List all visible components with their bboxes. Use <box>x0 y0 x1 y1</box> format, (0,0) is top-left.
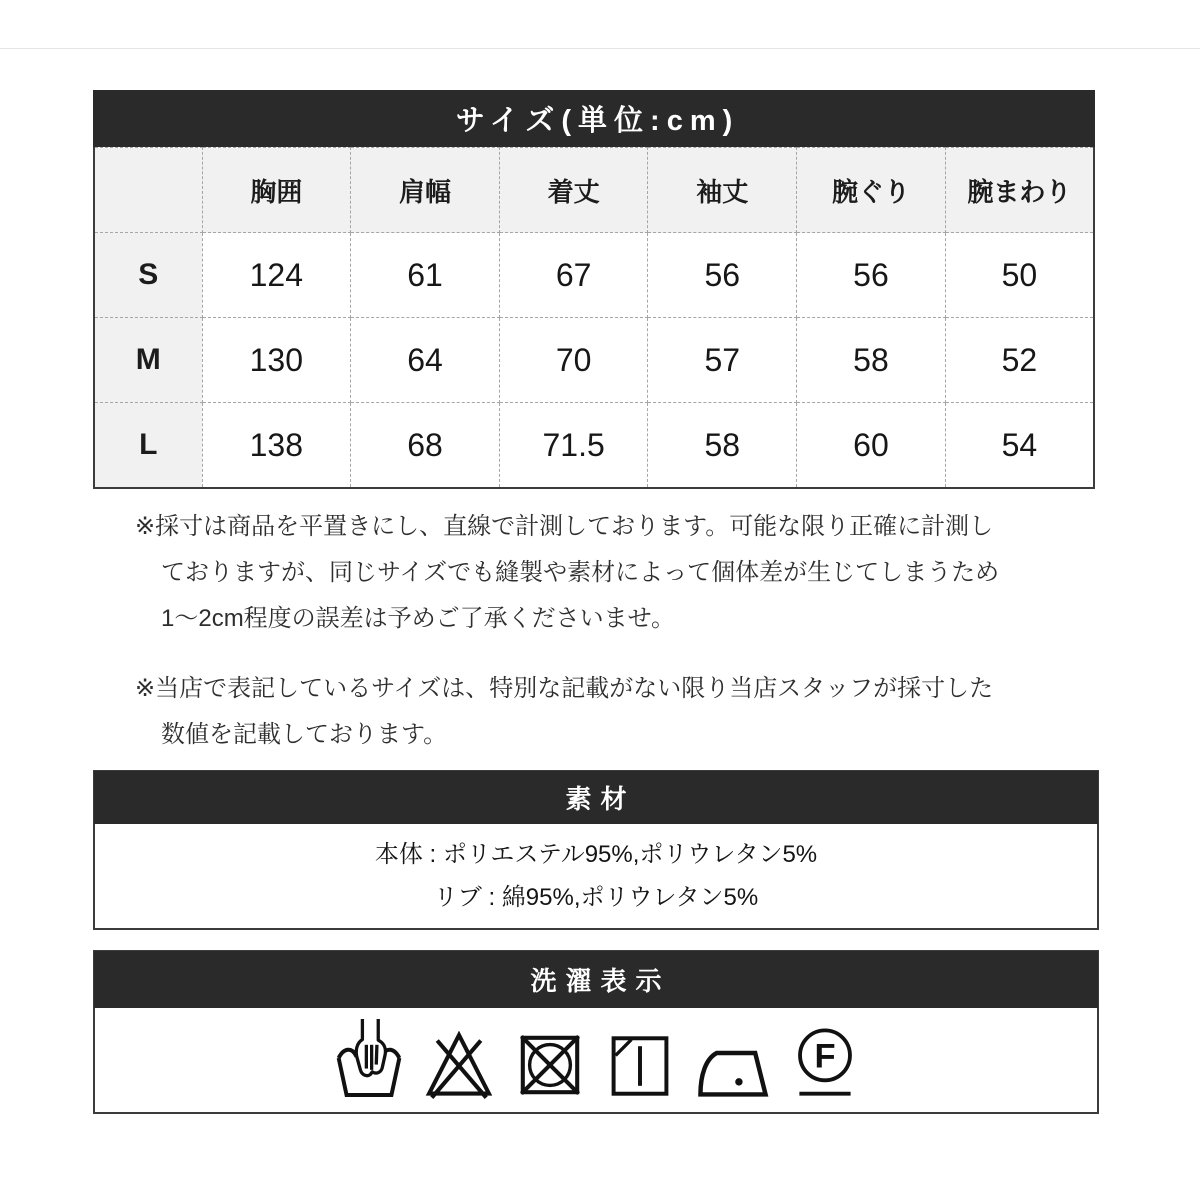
value-cell: 58 <box>648 403 797 489</box>
material-title: 素材 <box>565 784 636 814</box>
table-row-s <box>94 233 1094 318</box>
value-cell: 56 <box>648 233 797 318</box>
value-cell: 70 <box>499 318 648 403</box>
size-table-section <box>93 90 1095 489</box>
column-header-length: 着丈 <box>499 148 648 233</box>
measurement-note <box>135 504 1075 642</box>
column-header-chest: 胸囲 <box>202 148 351 233</box>
column-header-arm-circumference: 腕まわり <box>945 148 1094 233</box>
dry-clean-f-letter: F <box>813 1037 836 1076</box>
value-cell: 71.5 <box>499 403 648 489</box>
top-divider <box>0 48 1200 49</box>
value-cell: 124 <box>202 233 351 318</box>
iron-low-heat-icon <box>696 1047 770 1099</box>
material-line-rib: リブ : 綿95%,ポリウレタン5% <box>433 884 759 911</box>
note-line: ※当店で表記しているサイズは、特別な記載がない限り当店スタッフが採寸した <box>135 675 994 702</box>
table-row-m <box>94 318 1094 403</box>
value-cell: 67 <box>499 233 648 318</box>
note-line: ※採寸は商品を平置きにし、直線で計測しております。可能な限り正確に計測し <box>135 513 994 540</box>
size-table-title-bar <box>93 90 1095 147</box>
laundry-symbols-row <box>95 1008 1097 1112</box>
size-table-header-row <box>94 148 1094 233</box>
size-label-s: S <box>94 233 202 318</box>
size-table-title: サイズ(単位:cm) <box>455 105 740 137</box>
size-table-corner-cell <box>94 148 202 233</box>
laundry-title-bar <box>94 951 1098 1008</box>
do-not-tumble-dry-icon <box>516 1031 584 1099</box>
size-label-l: L <box>94 403 202 489</box>
value-cell: 64 <box>351 318 500 403</box>
value-cell: 57 <box>648 318 797 403</box>
hand-wash-icon <box>336 1017 402 1099</box>
value-cell: 54 <box>945 403 1094 489</box>
material-body <box>95 824 1097 928</box>
value-cell: 60 <box>797 403 946 489</box>
laundry-section <box>93 950 1099 1114</box>
value-cell: 50 <box>945 233 1094 318</box>
material-section <box>93 770 1099 930</box>
value-cell: 130 <box>202 318 351 403</box>
size-label-m: M <box>94 318 202 403</box>
value-cell: 58 <box>797 318 946 403</box>
do-not-bleach-icon <box>425 1031 493 1099</box>
laundry-title: 洗濯表示 <box>530 966 671 996</box>
column-header-sleeve: 袖丈 <box>648 148 797 233</box>
value-cell: 138 <box>202 403 351 489</box>
material-title-bar <box>94 771 1098 824</box>
value-cell: 52 <box>945 318 1094 403</box>
column-header-shoulder: 肩幅 <box>351 148 500 233</box>
value-cell: 61 <box>351 233 500 318</box>
note-line: 数値を記載しております。 <box>161 721 448 748</box>
dry-clean-gentle-icon <box>793 1027 857 1099</box>
table-row-l <box>94 403 1094 489</box>
line-dry-in-shade-icon <box>607 1033 673 1099</box>
staff-measurement-note <box>135 666 1075 758</box>
value-cell: 68 <box>351 403 500 489</box>
column-header-armhole: 腕ぐり <box>797 148 946 233</box>
note-line: ておりますが、同じサイズでも縫製や素材によって個体差が生じてしまうため <box>161 559 1000 586</box>
value-cell: 56 <box>797 233 946 318</box>
size-table <box>93 147 1095 489</box>
material-line-body: 本体 : ポリエステル95%,ポリウレタン5% <box>374 841 818 868</box>
note-line: 1〜2cm程度の誤差は予めご了承くださいませ。 <box>161 605 675 632</box>
